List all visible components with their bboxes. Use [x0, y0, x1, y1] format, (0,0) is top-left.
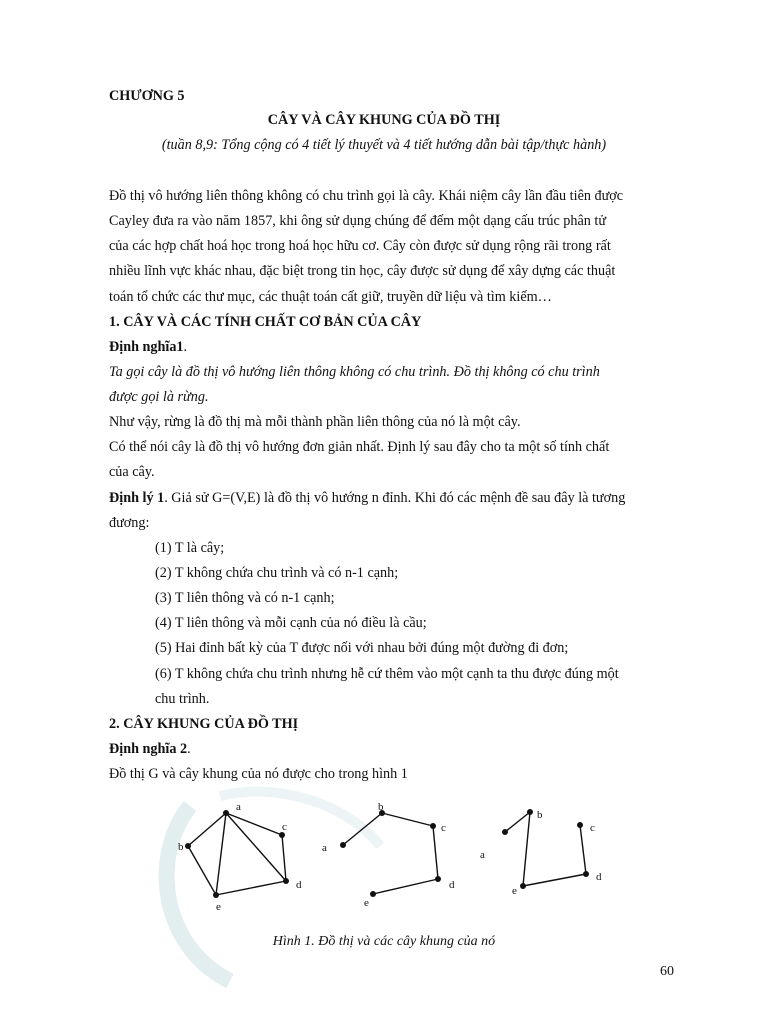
definition1-heading — [109, 338, 187, 356]
vertex-label-b: b — [178, 841, 184, 853]
theorem1-line — [109, 489, 625, 507]
edge-d-e — [373, 879, 438, 894]
vertex-label-d: d — [296, 879, 302, 891]
definition2-heading — [109, 740, 191, 758]
edge-d-c — [580, 825, 586, 874]
theorem-item: (5) Hai đỉnh bất kỳ của T được nối với nhau bởi đúng một đường đi đơn; — [155, 640, 569, 656]
edge-a-d — [226, 813, 286, 881]
chapter-label: CHƯƠNG 5 — [109, 88, 185, 104]
vertex-label-e: e — [512, 885, 517, 897]
edge-b-e — [523, 812, 530, 886]
theorem1-text: . Giả sử G=(V,E) là đồ thị vô hướng n đỉnh. Khi đó các mệnh đề sau đây là tương — [164, 490, 626, 506]
edge-b-c — [382, 813, 433, 826]
vertex-label-c: c — [590, 822, 595, 834]
graph-figure — [150, 796, 640, 926]
chapter-subtitle: (tuần 8,9: Tổng cộng có 4 tiết lý thuyết và 4 tiết hướng dẫn bài tập/thực hành) — [161, 137, 607, 153]
theorem-item: (6) T không chứa chu trình nhưng hễ cứ thêm vào một cạnh ta thu được đúng một — [155, 666, 619, 682]
vertex-a — [502, 829, 508, 835]
theorem-item: chu trình. — [155, 691, 210, 707]
vertex-e — [520, 883, 526, 889]
vertex-d — [583, 871, 589, 877]
theorem-item: (3) T liên thông và có n-1 cạnh; — [155, 590, 335, 606]
theorem-item: (2) T không chứa chu trình và có n-1 cạnh; — [155, 565, 399, 581]
vertex-label-e: e — [216, 901, 221, 913]
graph-g — [178, 801, 302, 913]
intro-line: của các hợp chất hoá học trong hoá học hữu cơ. Cây còn được sử dụng rộng rãi trong rất — [109, 238, 611, 254]
theorem1-line: đương: — [109, 515, 150, 531]
vertex-a — [223, 810, 229, 816]
edge-e-d — [216, 881, 286, 895]
definition1-label: Định nghĩa1 — [109, 339, 184, 355]
edge-a-b — [188, 813, 226, 846]
intro-line: nhiều lĩnh vực khác nhau, đặc biệt trong tin học, cây được sử dụng để xây dựng các thuật — [109, 263, 616, 279]
vertex-e — [213, 892, 219, 898]
forest-note: Như vậy, rừng là đồ thị mà mỗi thành phần liên thông của nó là một cây. — [109, 414, 521, 430]
vertex-label-a: a — [322, 842, 327, 854]
vertex-label-d: d — [596, 871, 602, 883]
edge-c-d — [282, 835, 286, 881]
edge-a-b — [343, 813, 382, 845]
vertex-d — [283, 878, 289, 884]
edge-b-e — [188, 846, 216, 895]
vertex-label-b: b — [537, 809, 543, 821]
vertex-label-c: c — [441, 822, 446, 834]
figure-caption: Hình 1. Đồ thị và các cây khung của nó — [272, 934, 496, 949]
page-number: 60 — [660, 964, 674, 979]
vertex-b — [185, 843, 191, 849]
theorem1-label: Định lý 1 — [109, 490, 165, 506]
definition2-punct: . — [187, 741, 191, 757]
definition1-text: Ta gọi cây là đồ thị vô hướng liên thông không có chu trình. Đồ thị không có chu trình — [109, 364, 600, 380]
vertex-label-a: a — [480, 849, 485, 861]
vertex-label-a: a — [236, 801, 241, 813]
vertex-label-e: e — [364, 897, 369, 909]
vertex-b — [527, 809, 533, 815]
vertex-c — [430, 823, 436, 829]
section1-heading: 1. CÂY VÀ CÁC TÍNH CHẤT CƠ BẢN CỦA CÂY — [109, 314, 422, 330]
theorem-item: (4) T liên thông và mỗi cạnh của nó điều là cầu; — [155, 615, 427, 631]
vertex-label-d: d — [449, 879, 455, 891]
intro-line: Cayley đưa ra vào năm 1857, khi ông sử dụng chúng để đếm một dạng cấu trúc phân tử — [109, 213, 607, 229]
vertex-a — [340, 842, 346, 848]
section2-heading: 2. CÂY KHUNG CỦA ĐỒ THỊ — [109, 716, 299, 732]
intro-line: toán tổ chức các thư mục, các thuật toán cất giữ, truyền dữ liệu và tìm kiếm… — [109, 289, 552, 305]
vertex-label-b: b — [378, 801, 384, 813]
definition2-label: Định nghĩa 2 — [109, 741, 188, 757]
edge-a-b — [505, 812, 530, 832]
vertex-c — [577, 822, 583, 828]
edge-a-e — [216, 813, 226, 895]
chapter-title: CÂY VÀ CÂY KHUNG CỦA ĐỒ THỊ — [267, 112, 501, 128]
edge-e-d — [523, 874, 586, 886]
definition1-punct: . — [183, 339, 188, 355]
intro-line: Đồ thị vô hướng liên thông không có chu trình gọi là cây. Khái niệm cây lần đầu tiên được — [109, 188, 624, 204]
vertex-label-c: c — [282, 821, 287, 833]
tree-note: Có thể nói cây là đồ thị vô hướng đơn giản nhất. Định lý sau đây cho ta một số tính chất — [109, 439, 610, 455]
definition1-text: được gọi là rừng. — [109, 389, 209, 405]
vertex-d — [435, 876, 441, 882]
tree-note: của cây. — [109, 464, 155, 480]
figure-intro: Đồ thị G và cây khung của nó được cho trong hình 1 — [109, 766, 408, 782]
theorem-item: (1) T là cây; — [155, 540, 225, 556]
spanning-tree-2 — [480, 809, 602, 897]
vertex-e — [370, 891, 376, 897]
edge-a-c — [226, 813, 282, 835]
spanning-tree-1 — [322, 801, 455, 909]
edge-c-d — [433, 826, 438, 879]
